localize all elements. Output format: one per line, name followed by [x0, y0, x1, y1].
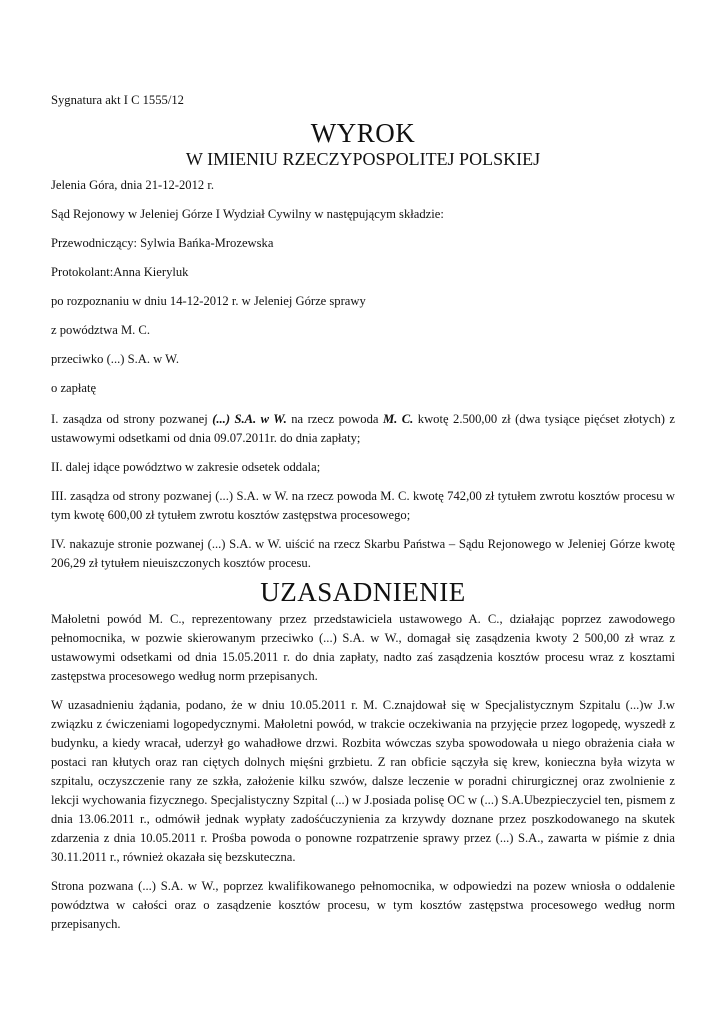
justification-paragraph-3: Strona pozwana (...) S.A. w W., poprzez kwalifikowanego pełnomocnika, w odpowiedzi na pozew wniosła o oddalenie powództwa w całości oraz o zasądzenie kosztów procesu, w tym kosztów zastępstwa procesowego według norm przepisanych. — [51, 879, 675, 931]
document-body — [51, 91, 675, 944]
justification-paragraph-1: Małoletni powód M. C., reprezentowany przez przedstawiciela ustawowego A. C., działając poprzez zawodowego pełnomocnika, w pozwie skierowanym przeciwko (...) S.A. w W., domagał się zasądzenia kwoty 2 500,00 zł wraz z ustawowymi odsetkami od dnia 15.05.2011 r. do dnia zapłaty, nadto zaś zasądzenia kosztów procesu wraz z kosztami zastępstwa procesowego według norm przepisanych. — [51, 612, 675, 683]
place-date: Jelenia Góra, dnia 21-12-2012 r. — [51, 178, 214, 192]
justification-paragraph-2: W uzasadnieniu żądania, podano, że w dniu 10.05.2011 r. M. C.znajdował się w Specjalistycznym Szpitalu (...)w J.w związku z ćwiczeniami logopedycznymi. Małoletni powód, w trakcie oczekiwania na przyjęcie przez logopedę, wyszedł z budynku, a kiedy wracał, uderzył go wahadłowe drzwi. Rozbita wówczas szyba spowodowała u niego obrażenia ciała w postaci ran kłutych oraz ran ciętych dolnych mięśni grzbietu. Z ran obficie sączyła się krew, konieczna była wizyta w szpitalu, oczyszczenie rany ze szkła, założenie kilku szwów, dalsze leczenie w poradni chirurgicznej oraz zwolnienie z lekcji wychowania fizycznego. Specjalistyczny Szpital (...) w J.posiada polisę OC w (...) S.A.Ubezpieczyciel ten, pismem z dnia 13.06.2011 r., odmówił jednak wypłaty zadośćuczynienia za krzywdy doznane przez poszkodowanego na skutek zdarzenia z dnia 10.05.2011 r. Prośba powoda o ponowne rozpatrzenie sprawy przez (...) S.A., zawarta w piśmie z dnia 30.11.2011 r., również okazała się bezskuteczna. — [51, 698, 675, 864]
document-subtitle: W IMIENIU RZECZYPOSPOLITEJ POLSKIEJ — [185, 149, 541, 169]
ruling-point-2: II. dalej idące powództwo w zakresie odsetek oddala; — [51, 460, 321, 474]
ruling-point-1-text-a: I. zasądza od strony pozwanej — [51, 412, 213, 426]
court-clerk: Protokolant:Anna Kieryluk — [51, 265, 189, 279]
ruling-point-1-text-c: na rzecz powoda — [286, 412, 383, 426]
presiding-judge: Przewodniczący: Sylwia Bańka-Mrozewska — [51, 236, 274, 250]
case-signature: Sygnatura akt I C 1555/12 — [51, 93, 184, 107]
ruling-point-1-defendant: (...) S.A. w W. — [212, 412, 287, 426]
ruling-point-3: III. zasądza od strony pozwanej (...) S.A. w W. na rzecz powoda M. C. kwotę 742,00 zł tytułem zwrotu kosztów procesu w tym kwotę 600,00 zł tytułem zwrotu kosztów zastępstwa procesowego; — [51, 489, 675, 522]
case-subject: o zapłatę — [51, 381, 97, 395]
court-composition: Sąd Rejonowy w Jeleniej Górze I Wydział Cywilny w następującym składzie: — [51, 207, 444, 221]
plaintiff-info: z powództwa M. C. — [51, 323, 150, 337]
ruling-point-1-plaintiff: M. C. — [382, 412, 414, 426]
justification-title: UZASADNIENIE — [260, 577, 466, 607]
ruling-point-1 — [51, 410, 675, 448]
document-title: WYROK — [310, 118, 416, 148]
defendant-info: przeciwko (...) S.A. w W. — [51, 352, 180, 366]
ruling-point-1-text-e: kwotę 2.500,00 zł (dwa tysiące pięćset złotych) z ustawowymi odsetkami od dnia 09.07.2011r. do dnia zapłaty; — [51, 412, 675, 445]
hearing-info: po rozpoznaniu w dniu 14-12-2012 r. w Jeleniej Górze sprawy — [51, 294, 366, 308]
ruling-point-4: IV. nakazuje stronie pozwanej (...) S.A. w W. uiścić na rzecz Skarbu Państwa – Sądu Rejonowego w Jeleniej Górze kwotę 206,29 zł tytułem nieuiszczonych kosztów procesu. — [51, 537, 675, 570]
